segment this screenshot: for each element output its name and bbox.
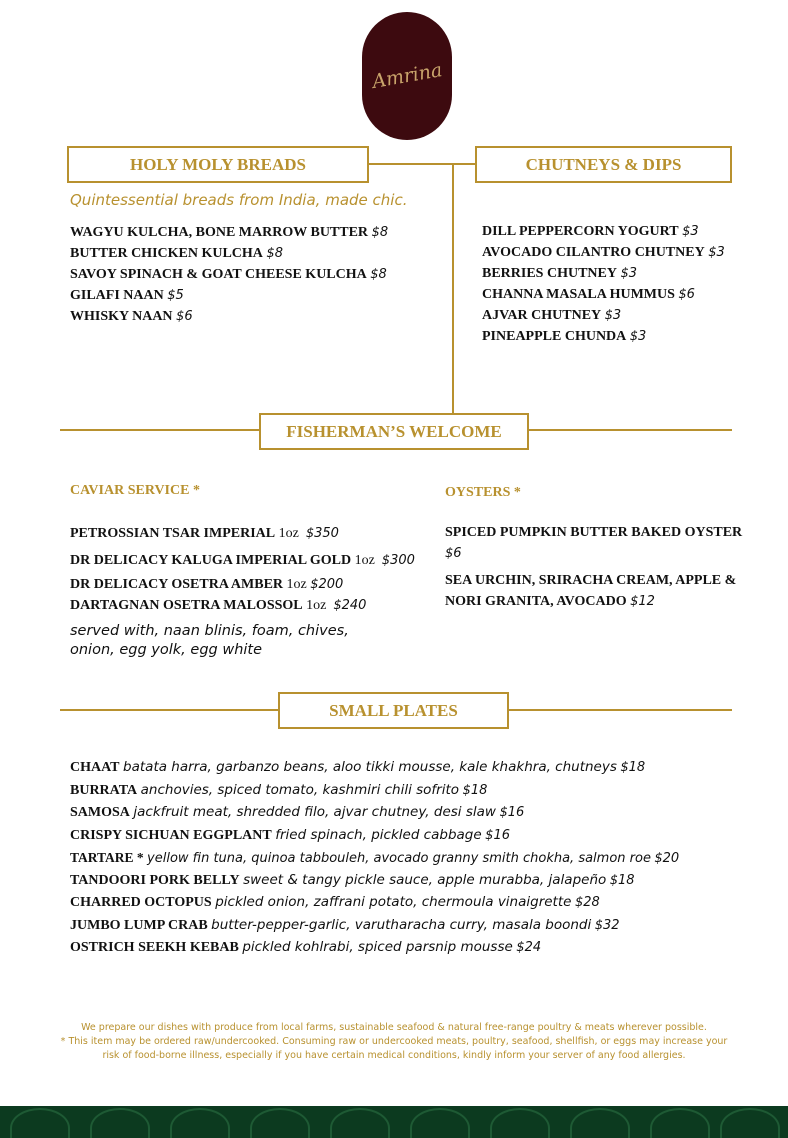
- list-item: PINEAPPLE CHUNDA $3: [482, 329, 647, 344]
- leaf-pattern-icon: [10, 1108, 70, 1138]
- footer-notes: [40, 1021, 748, 1063]
- leaf-pattern-icon: [250, 1108, 310, 1138]
- oysters-list: [445, 522, 742, 612]
- list-item: WHISKY NAAN $6: [70, 309, 193, 324]
- list-item: CRISPY SICHUAN EGGPLANT fried spinach, pickled cabbage $16: [70, 826, 510, 843]
- list-item: BURRATA anchovies, spiced tomato, kashmiri chili sofrito $18: [70, 781, 488, 798]
- divider-small-plates-left: [60, 709, 278, 711]
- list-item: GILAFI NAAN $5: [70, 288, 184, 303]
- oysters-heading: OYSTERS *: [445, 485, 521, 500]
- list-item: SAMOSA jackfruit meat, shredded filo, ajvar chutney, desi slaw $16: [70, 804, 525, 820]
- logo-text: Amrina: [370, 59, 444, 93]
- divider-top-horizontal: [368, 163, 476, 165]
- small-plates-title-text: SMALL PLATES: [329, 700, 458, 720]
- served-line-1: served with, naan blinis, foam, chives,: [70, 623, 349, 639]
- list-item: BERRIES CHUTNEY $3: [482, 266, 638, 281]
- caviar-heading: CAVIAR SERVICE *: [70, 483, 200, 498]
- list-item: AJVAR CHUTNEY $3: [482, 308, 622, 323]
- footer-line-3: risk of food-borne illness, especially if you have certain medical conditions, kindly inform your server of any food allergies.: [102, 1050, 686, 1061]
- leaf-pattern-icon: [570, 1108, 630, 1138]
- list-item: WAGYU KULCHA, BONE MARROW BUTTER $8: [70, 225, 389, 240]
- oyster-item-1-name: SPICED PUMPKIN BUTTER BAKED OYSTER: [445, 525, 743, 540]
- chutneys-title-text: CHUTNEYS & DIPS: [525, 154, 682, 174]
- section-title-small-plates: [278, 692, 509, 729]
- fisherman-title-text: FISHERMAN’S WELCOME: [286, 421, 502, 441]
- list-item: TANDOORI PORK BELLY sweet & tangy pickle sauce, apple murabba, jalapeño $18: [70, 871, 635, 888]
- served-line-2: onion, egg yolk, egg white: [70, 642, 263, 658]
- footer-line-1: We prepare our dishes with produce from local farms, sustainable seafood & natural free-range poultry & meats wherever possible.: [81, 1022, 707, 1033]
- list-item: SAVOY SPINACH & GOAT CHEESE KULCHA $8: [70, 267, 387, 282]
- caviar-list: [70, 522, 415, 616]
- divider-fisherman-left: [60, 429, 260, 431]
- list-item: CHANNA MASALA HUMMUS $6: [482, 287, 695, 302]
- leaf-pattern-icon: [90, 1108, 150, 1138]
- list-item: AVOCADO CILANTRO CHUTNEY $3: [482, 245, 725, 260]
- oyster-item-2-line-1: SEA URCHIN, SRIRACHA CREAM, APPLE &: [445, 573, 737, 588]
- small-plates-list: [70, 757, 679, 960]
- list-item: DR DELICACY KALUGA IMPERIAL GOLD 1oz $300: [70, 553, 415, 568]
- leaf-pattern-icon: [410, 1108, 470, 1138]
- list-item: JUMBO LUMP CRAB butter-pepper-garlic, varutharacha curry, masala boondi $32: [70, 916, 620, 933]
- chutneys-list: [482, 221, 725, 347]
- divider-center-vertical: [452, 163, 454, 413]
- section-title-fisherman: [259, 413, 529, 450]
- breads-title-text: HOLY MOLY BREADS: [129, 154, 307, 174]
- divider-small-plates-right: [508, 709, 732, 711]
- oyster-item-2: [445, 570, 742, 612]
- breads-list: [70, 222, 388, 327]
- restaurant-logo: [362, 12, 452, 140]
- leaf-pattern-icon: [650, 1108, 710, 1138]
- leaf-pattern-icon: [170, 1108, 230, 1138]
- list-item: DILL PEPPERCORN YOGURT $3: [482, 224, 699, 239]
- oyster-item-1-price: $6: [445, 546, 462, 561]
- list-item: CHARRED OCTOPUS pickled onion, zaffrani potato, chermoula vinaigrette $28: [70, 894, 600, 910]
- caviar-served-with: [70, 622, 349, 660]
- section-title-chutneys: [475, 146, 732, 183]
- oyster-item-2-line-2: NORI GRANITA, AVOCADO $12: [445, 594, 655, 609]
- decorative-bottom-band: [0, 1106, 788, 1138]
- list-item: PETROSSIAN TSAR IMPERIAL 1oz $350: [70, 526, 339, 541]
- footer-line-2: * This item may be ordered raw/undercooked. Consuming raw or undercooked meats, poultry, seafood, shellfish, or eggs may increase your: [60, 1036, 728, 1047]
- section-title-breads: [67, 146, 369, 183]
- leaf-pattern-icon: [720, 1108, 780, 1138]
- list-item: DR DELICACY OSETRA AMBER 1oz $200: [70, 577, 344, 592]
- list-item: BUTTER CHICKEN KULCHA $8: [70, 246, 283, 261]
- leaf-pattern-icon: [330, 1108, 390, 1138]
- list-item: CHAAT batata harra, garbanzo beans, aloo tikki mousse, kale khakhra, chutneys $18: [70, 759, 646, 775]
- list-item: DARTAGNAN OSETRA MALOSSOL 1oz $240: [70, 598, 367, 613]
- breads-tagline: Quintessential breads from India, made chic.: [70, 191, 408, 209]
- divider-fisherman-right: [528, 429, 732, 431]
- list-item: TARTARE * yellow fin tuna, quinoa tabbouleh, avocado granny smith chokha, salmon roe $20: [70, 850, 680, 866]
- leaf-pattern-icon: [490, 1108, 550, 1138]
- list-item: OSTRICH SEEKH KEBAB pickled kohlrabi, spiced parsnip mousse $24: [70, 939, 542, 955]
